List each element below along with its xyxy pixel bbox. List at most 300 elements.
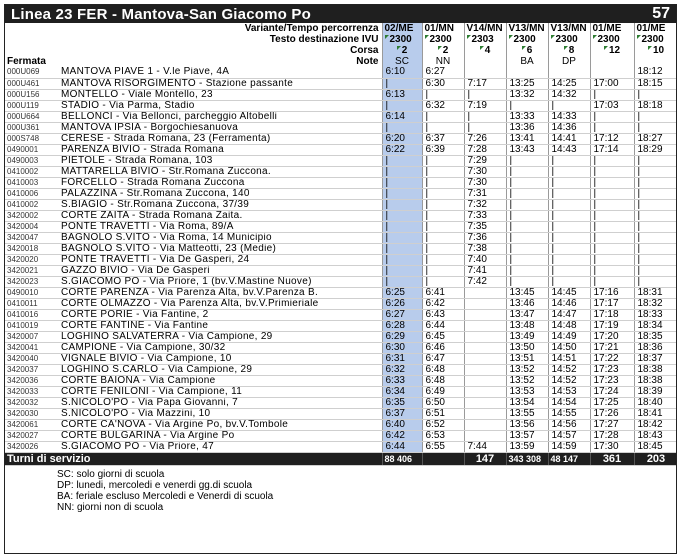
time-cell: 18:43 bbox=[634, 430, 677, 441]
table-row bbox=[5, 210, 677, 221]
time-cell: | bbox=[382, 122, 422, 133]
time-cell: | bbox=[382, 166, 422, 177]
legend-item: SC: solo giorni di scuola bbox=[57, 469, 165, 480]
time-cell: 17:12 bbox=[590, 133, 634, 144]
time-cell: 6:55 bbox=[422, 441, 464, 452]
stop-name: CERESE - Strada Romana, 23 (Ferramenta) bbox=[59, 133, 382, 144]
testo-cell: 2300 bbox=[382, 34, 422, 45]
time-cell: 18:18 bbox=[634, 100, 677, 111]
marker-icon bbox=[385, 35, 389, 39]
time-cell bbox=[464, 408, 506, 419]
corsa-label: Corsa bbox=[5, 45, 382, 56]
stop-code: 3420037 bbox=[5, 364, 59, 375]
title-bar bbox=[5, 5, 676, 23]
time-cell: | bbox=[590, 122, 634, 133]
time-cell: 14:45 bbox=[548, 287, 590, 298]
time-cell: | bbox=[506, 265, 548, 276]
time-cell: | bbox=[548, 243, 590, 254]
time-cell: 13:41 bbox=[506, 133, 548, 144]
stop-name: PONTE TRAVETTI - Via De Gasperi, 24 bbox=[59, 254, 382, 265]
time-cell: 18:27 bbox=[634, 133, 677, 144]
time-cell: | bbox=[548, 100, 590, 111]
stop-code: 0490001 bbox=[5, 144, 59, 155]
time-cell: | bbox=[590, 232, 634, 243]
time-cell: 14:33 bbox=[548, 111, 590, 122]
table-row bbox=[5, 287, 677, 298]
time-cell: | bbox=[422, 254, 464, 265]
stop-name: STADIO - Via Parma, Stadio bbox=[59, 100, 382, 111]
time-cell: 6:31 bbox=[382, 353, 422, 364]
time-cell: 13:50 bbox=[506, 342, 548, 353]
time-cell: 6:50 bbox=[422, 397, 464, 408]
corsa-cell: 6 bbox=[506, 45, 548, 56]
time-cell: 13:48 bbox=[506, 320, 548, 331]
time-cell: | bbox=[382, 155, 422, 166]
turni-cell: 343 308 bbox=[506, 453, 548, 466]
time-cell: 17:28 bbox=[590, 430, 634, 441]
time-cell: 18:12 bbox=[634, 67, 677, 78]
time-cell bbox=[464, 419, 506, 430]
time-cell: 18:34 bbox=[634, 320, 677, 331]
time-cell: 6:40 bbox=[382, 419, 422, 430]
stop-name: GAZZO BIVIO - Via De Gasperi bbox=[59, 265, 382, 276]
timetable-table bbox=[5, 23, 677, 453]
time-cell: | bbox=[590, 254, 634, 265]
time-cell: 18:45 bbox=[634, 441, 677, 452]
stop-name: FORCELLO - Strada Romana Zuccona bbox=[59, 177, 382, 188]
time-cell: 17:23 bbox=[590, 375, 634, 386]
variante-cell: 01/ME bbox=[590, 23, 634, 34]
table-row bbox=[5, 309, 677, 320]
variante-cell: V13/MN bbox=[548, 23, 590, 34]
time-cell: 18:32 bbox=[634, 298, 677, 309]
time-cell: | bbox=[506, 254, 548, 265]
time-cell: | bbox=[634, 210, 677, 221]
time-cell: | bbox=[634, 276, 677, 287]
time-cell: | bbox=[382, 232, 422, 243]
time-cell: | bbox=[422, 177, 464, 188]
legend-item: BA: feriale escluso Mercoledi e Venerdi di scuola bbox=[57, 491, 274, 502]
time-cell: 6:14 bbox=[382, 111, 422, 122]
marker-icon bbox=[438, 46, 442, 50]
table-row bbox=[5, 353, 677, 364]
time-cell: 6:53 bbox=[422, 430, 464, 441]
turni-cell: 203 bbox=[634, 453, 677, 466]
time-cell: | bbox=[422, 243, 464, 254]
time-cell: | bbox=[506, 243, 548, 254]
stop-name: PALAZZINA - Str.Romana Zuccona, 140 bbox=[59, 188, 382, 199]
time-cell: 6:34 bbox=[382, 386, 422, 397]
time-cell bbox=[464, 298, 506, 309]
time-cell bbox=[464, 331, 506, 342]
time-cell: 7:26 bbox=[464, 133, 506, 144]
time-cell bbox=[464, 309, 506, 320]
table-row bbox=[5, 419, 677, 430]
stop-code: 3420030 bbox=[5, 408, 59, 419]
note-label: Note bbox=[59, 56, 382, 67]
time-cell: 14:55 bbox=[548, 408, 590, 419]
stop-name: CORTE ZAITA - Strada Romana Zaita. bbox=[59, 210, 382, 221]
stop-name: MONTELLO - Viale Montello, 23 bbox=[59, 89, 382, 100]
time-cell: 6:28 bbox=[382, 320, 422, 331]
time-cell: 17:25 bbox=[590, 397, 634, 408]
stop-code: 000U156 bbox=[5, 89, 59, 100]
time-cell: | bbox=[634, 232, 677, 243]
stop-name: CORTE PARENZA - Via Parenza Alta, bv.V.Parenza B. bbox=[59, 287, 382, 298]
stop-code: 000U664 bbox=[5, 111, 59, 122]
time-cell: 6:46 bbox=[422, 342, 464, 353]
stop-name: S.NICOLO'PO - Via Mazzini, 10 bbox=[59, 408, 382, 419]
time-cell: 6:39 bbox=[422, 144, 464, 155]
stop-name: LOGHINO SALVATERRA - Via Campione, 29 bbox=[59, 331, 382, 342]
time-cell: 7:30 bbox=[464, 166, 506, 177]
marker-icon bbox=[425, 35, 429, 39]
time-cell: 14:52 bbox=[548, 364, 590, 375]
time-cell: 7:40 bbox=[464, 254, 506, 265]
time-cell: 13:54 bbox=[506, 397, 548, 408]
table-row bbox=[5, 67, 677, 78]
stop-code: 3420026 bbox=[5, 441, 59, 452]
time-cell: 17:03 bbox=[590, 100, 634, 111]
time-cell: 6:13 bbox=[382, 89, 422, 100]
time-cell: | bbox=[382, 188, 422, 199]
time-cell: 18:38 bbox=[634, 364, 677, 375]
time-cell: | bbox=[506, 276, 548, 287]
time-cell: 18:42 bbox=[634, 419, 677, 430]
time-cell: 13:53 bbox=[506, 386, 548, 397]
marker-icon bbox=[467, 35, 471, 39]
time-cell: 14:36 bbox=[548, 122, 590, 133]
header-row-note bbox=[5, 56, 677, 67]
time-cell: | bbox=[590, 177, 634, 188]
time-cell: 13:56 bbox=[506, 419, 548, 430]
stop-name: MANTOVA RISORGIMENTO - Stazione passante bbox=[59, 78, 382, 89]
time-cell: 17:30 bbox=[590, 441, 634, 452]
time-cell: 6:32 bbox=[422, 100, 464, 111]
time-cell: 6:20 bbox=[382, 133, 422, 144]
stop-name: MANTOVA PIAVE 1 - V.le Piave, 4A bbox=[59, 67, 382, 78]
stop-code: 000U461 bbox=[5, 78, 59, 89]
note-cell: BA bbox=[506, 56, 548, 67]
time-cell: 7:36 bbox=[464, 232, 506, 243]
time-cell: 17:20 bbox=[590, 331, 634, 342]
time-cell: 14:49 bbox=[548, 331, 590, 342]
time-cell: 13:52 bbox=[506, 375, 548, 386]
time-cell: | bbox=[634, 111, 677, 122]
testo-cell: 2300 bbox=[634, 34, 677, 45]
marker-icon bbox=[564, 46, 568, 50]
table-row bbox=[5, 144, 677, 155]
turni-label: Turni di servizio bbox=[5, 453, 382, 466]
stop-code: 3420007 bbox=[5, 331, 59, 342]
time-cell: 7:33 bbox=[464, 210, 506, 221]
legend-item: NN: giorni non di scuola bbox=[57, 502, 164, 513]
time-cell: | bbox=[548, 155, 590, 166]
time-cell: 6:27 bbox=[422, 67, 464, 78]
testo-cell: 2300 bbox=[506, 34, 548, 45]
time-cell: | bbox=[590, 188, 634, 199]
time-cell bbox=[506, 67, 548, 78]
time-cell: 13:59 bbox=[506, 441, 548, 452]
stop-code: 3420018 bbox=[5, 243, 59, 254]
time-cell: 14:54 bbox=[548, 397, 590, 408]
stop-name: CORTE OLMAZZO - Via Parenza Alta, bv.V.Primieriale bbox=[59, 298, 382, 309]
time-cell: | bbox=[422, 276, 464, 287]
stop-name: MANTOVA IPSIA - Borgochiesanuova bbox=[59, 122, 382, 133]
time-cell: | bbox=[464, 111, 506, 122]
time-cell: | bbox=[506, 166, 548, 177]
time-cell: | bbox=[422, 232, 464, 243]
time-cell: | bbox=[506, 155, 548, 166]
turni-cell: 88 406 bbox=[382, 453, 422, 466]
time-cell: 6:49 bbox=[422, 386, 464, 397]
stop-code: 3420036 bbox=[5, 375, 59, 386]
stop-code: 3420033 bbox=[5, 386, 59, 397]
time-cell: 6:32 bbox=[382, 364, 422, 375]
marker-icon bbox=[604, 46, 608, 50]
testo-cell: 2303 bbox=[464, 34, 506, 45]
stop-code: 0410003 bbox=[5, 177, 59, 188]
table-row bbox=[5, 397, 677, 408]
stop-name: BAGNOLO S.VITO - Via Roma, 14 Municipio bbox=[59, 232, 382, 243]
time-cell: | bbox=[590, 89, 634, 100]
time-cell: | bbox=[422, 188, 464, 199]
time-cell: 14:48 bbox=[548, 320, 590, 331]
table-row bbox=[5, 122, 677, 133]
table-row bbox=[5, 177, 677, 188]
stop-code: 3420023 bbox=[5, 276, 59, 287]
time-cell: 14:41 bbox=[548, 133, 590, 144]
time-cell: | bbox=[548, 199, 590, 210]
time-cell: | bbox=[548, 276, 590, 287]
time-cell: | bbox=[422, 89, 464, 100]
marker-icon bbox=[480, 46, 484, 50]
time-cell: | bbox=[634, 188, 677, 199]
time-cell: | bbox=[634, 122, 677, 133]
time-cell: 17:16 bbox=[590, 287, 634, 298]
time-cell: 7:42 bbox=[464, 276, 506, 287]
time-cell: 7:32 bbox=[464, 199, 506, 210]
corsa-cell: 8 bbox=[548, 45, 590, 56]
stop-name: CAMPIONE - Via Campione, 30/32 bbox=[59, 342, 382, 353]
time-cell: 18:31 bbox=[634, 287, 677, 298]
time-cell: | bbox=[382, 221, 422, 232]
time-cell: | bbox=[382, 243, 422, 254]
time-cell bbox=[464, 320, 506, 331]
time-cell: | bbox=[590, 243, 634, 254]
time-cell: 6:48 bbox=[422, 364, 464, 375]
time-cell: | bbox=[548, 166, 590, 177]
time-cell: | bbox=[382, 265, 422, 276]
stop-code: 0410011 bbox=[5, 298, 59, 309]
time-cell: | bbox=[548, 254, 590, 265]
time-cell: | bbox=[590, 276, 634, 287]
stop-code: 0490003 bbox=[5, 155, 59, 166]
table-row bbox=[5, 320, 677, 331]
time-cell: | bbox=[634, 155, 677, 166]
marker-icon bbox=[397, 46, 401, 50]
time-cell: 18:39 bbox=[634, 386, 677, 397]
stop-code: 3420032 bbox=[5, 397, 59, 408]
time-cell: 6:45 bbox=[422, 331, 464, 342]
time-cell: 6:47 bbox=[422, 353, 464, 364]
timetable-sheet bbox=[4, 4, 677, 554]
stop-code: 0410016 bbox=[5, 309, 59, 320]
testo-label: Testo destinazione IVU bbox=[5, 34, 382, 45]
time-cell: | bbox=[506, 232, 548, 243]
time-cell bbox=[464, 364, 506, 375]
time-cell: 18:40 bbox=[634, 397, 677, 408]
stop-code: 3420020 bbox=[5, 254, 59, 265]
time-cell bbox=[464, 430, 506, 441]
time-cell: 17:00 bbox=[590, 78, 634, 89]
time-cell: | bbox=[548, 210, 590, 221]
time-cell: 6:22 bbox=[382, 144, 422, 155]
time-cell: | bbox=[506, 188, 548, 199]
table-row bbox=[5, 78, 677, 89]
time-cell: | bbox=[382, 254, 422, 265]
stop-code: 000S748 bbox=[5, 133, 59, 144]
time-cell: 6:37 bbox=[422, 133, 464, 144]
table-row bbox=[5, 408, 677, 419]
note-cell: NN bbox=[422, 56, 464, 67]
time-cell bbox=[464, 67, 506, 78]
legend bbox=[5, 466, 676, 513]
variante-cell: V13/MN bbox=[506, 23, 548, 34]
table-row bbox=[5, 331, 677, 342]
time-cell: | bbox=[422, 166, 464, 177]
corsa-cell: 4 bbox=[464, 45, 506, 56]
time-cell: 6:29 bbox=[382, 331, 422, 342]
time-cell: 7:30 bbox=[464, 177, 506, 188]
time-cell bbox=[464, 353, 506, 364]
time-cell: 14:57 bbox=[548, 430, 590, 441]
testo-cell: 2300 bbox=[548, 34, 590, 45]
time-cell: 13:47 bbox=[506, 309, 548, 320]
corsa-cell: 10 bbox=[634, 45, 677, 56]
note-cell: DP bbox=[548, 56, 590, 67]
stop-name: S.GIACOMO PO - Via Priore, 1 (bv.V.Mastine Nuove) bbox=[59, 276, 382, 287]
marker-icon bbox=[522, 46, 526, 50]
time-cell: 13:36 bbox=[506, 122, 548, 133]
time-cell: 18:29 bbox=[634, 144, 677, 155]
time-cell: 6:42 bbox=[382, 430, 422, 441]
stop-code: 3420061 bbox=[5, 419, 59, 430]
stop-name: PIETOLE - Strada Romana, 103 bbox=[59, 155, 382, 166]
time-cell: 13:43 bbox=[506, 144, 548, 155]
table-row bbox=[5, 166, 677, 177]
time-cell: 6:35 bbox=[382, 397, 422, 408]
time-cell: 7:19 bbox=[464, 100, 506, 111]
marker-icon bbox=[637, 35, 641, 39]
time-cell: 7:28 bbox=[464, 144, 506, 155]
turni-cell: 48 147 bbox=[548, 453, 590, 466]
time-cell: 6:42 bbox=[422, 298, 464, 309]
note-cell bbox=[464, 56, 506, 67]
time-cell: | bbox=[382, 177, 422, 188]
time-cell: 6:25 bbox=[382, 287, 422, 298]
stop-name: PONTE TRAVETTI - Via Roma, 89/A bbox=[59, 221, 382, 232]
table-row bbox=[5, 199, 677, 210]
note-cell bbox=[634, 56, 677, 67]
time-cell: | bbox=[590, 210, 634, 221]
time-cell bbox=[464, 397, 506, 408]
stop-code: 3420040 bbox=[5, 353, 59, 364]
time-cell: 6:48 bbox=[422, 375, 464, 386]
time-cell: 13:45 bbox=[506, 287, 548, 298]
stop-code: 0410006 bbox=[5, 188, 59, 199]
time-cell: 18:33 bbox=[634, 309, 677, 320]
header-row-corsa bbox=[5, 45, 677, 56]
time-cell: | bbox=[422, 221, 464, 232]
time-cell bbox=[548, 67, 590, 78]
table-row bbox=[5, 111, 677, 122]
time-cell: | bbox=[548, 265, 590, 276]
stop-name: CORTE BULGARINA - Via Argine Po bbox=[59, 430, 382, 441]
time-cell: 17:23 bbox=[590, 364, 634, 375]
table-row bbox=[5, 276, 677, 287]
note-cell bbox=[590, 56, 634, 67]
time-cell: 6:26 bbox=[382, 298, 422, 309]
variante-label: Variante/Tempo percorrenza bbox=[5, 23, 382, 34]
time-cell: | bbox=[634, 221, 677, 232]
stop-name: CORTE CA'NOVA - Via Argine Po, bv.V.Tombole bbox=[59, 419, 382, 430]
table-row bbox=[5, 89, 677, 100]
corsa-cell: 12 bbox=[590, 45, 634, 56]
stop-name: BELLONCI - Via Bellonci, parcheggio Altobelli bbox=[59, 111, 382, 122]
table-row bbox=[5, 100, 677, 111]
stop-name: S.BIAGIO - Str.Romana Zuccona, 37/39 bbox=[59, 199, 382, 210]
time-cell: 13:57 bbox=[506, 430, 548, 441]
time-cell: | bbox=[422, 111, 464, 122]
table-row bbox=[5, 298, 677, 309]
stop-name: CORTE FENILONI - Via Campione, 11 bbox=[59, 386, 382, 397]
table-row bbox=[5, 155, 677, 166]
turni-cell: 147 bbox=[464, 453, 506, 466]
time-cell: 13:33 bbox=[506, 111, 548, 122]
time-cell: | bbox=[634, 166, 677, 177]
time-cell: | bbox=[590, 199, 634, 210]
time-cell: 6:37 bbox=[382, 408, 422, 419]
time-cell: 17:26 bbox=[590, 408, 634, 419]
time-cell: | bbox=[506, 221, 548, 232]
time-cell: | bbox=[382, 210, 422, 221]
time-cell: | bbox=[464, 89, 506, 100]
stop-code: 000U069 bbox=[5, 67, 59, 78]
stop-code: 3420002 bbox=[5, 210, 59, 221]
time-cell: | bbox=[548, 188, 590, 199]
fermata-label: Fermata bbox=[7, 56, 46, 67]
table-row bbox=[5, 375, 677, 386]
time-cell: | bbox=[506, 177, 548, 188]
time-cell: 18:36 bbox=[634, 342, 677, 353]
time-cell: 17:14 bbox=[590, 144, 634, 155]
turni-table bbox=[5, 453, 677, 467]
testo-cell: 2300 bbox=[422, 34, 464, 45]
time-cell: 7:17 bbox=[464, 78, 506, 89]
time-cell: | bbox=[548, 221, 590, 232]
time-cell: 13:49 bbox=[506, 331, 548, 342]
time-cell: 18:41 bbox=[634, 408, 677, 419]
corsa-cell: 2 bbox=[382, 45, 422, 56]
time-cell: 14:25 bbox=[548, 78, 590, 89]
time-cell: | bbox=[382, 100, 422, 111]
time-cell: 6:51 bbox=[422, 408, 464, 419]
time-cell: 7:41 bbox=[464, 265, 506, 276]
time-cell: 7:29 bbox=[464, 155, 506, 166]
table-row bbox=[5, 386, 677, 397]
marker-icon bbox=[551, 35, 555, 39]
